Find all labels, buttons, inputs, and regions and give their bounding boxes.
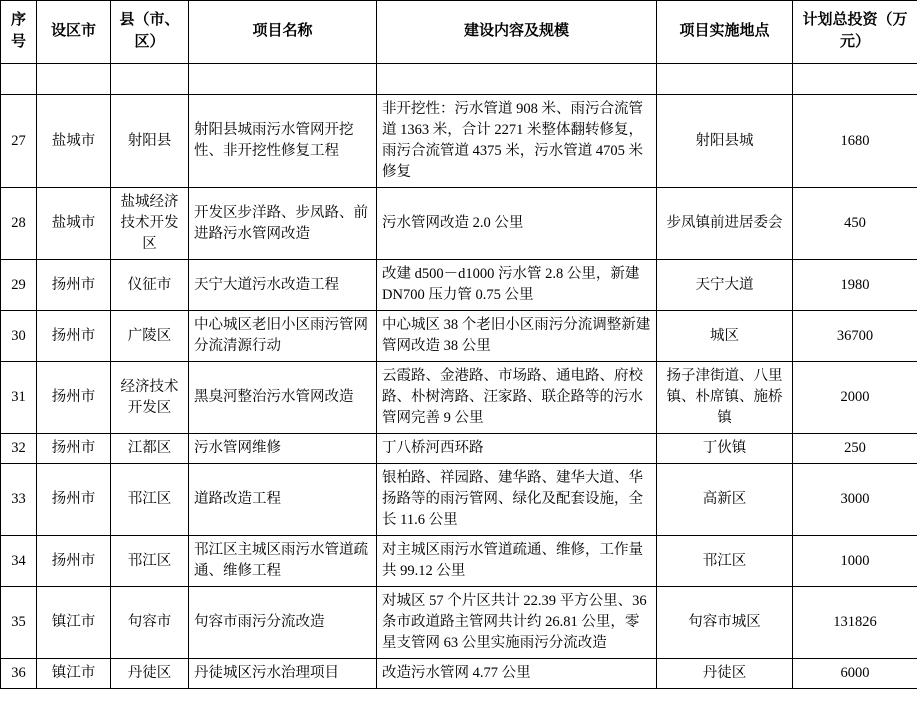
cell-content: 云霞路、金港路、市场路、通电路、府校路、朴树湾路、汪家路、联企路等的污水管网完善 9 公里 bbox=[377, 362, 657, 434]
cell-content: 对城区 57 个片区共计 22.39 平方公里、36 条市政道路主管网共计约 26.81 公里，零星支管网 63 公里实施雨污分流改造 bbox=[377, 587, 657, 659]
cell-city: 扬州市 bbox=[37, 311, 111, 362]
cell-investment: 450 bbox=[793, 188, 917, 260]
column-header-seq: 序号 bbox=[1, 1, 37, 64]
cell-project-name: 邗江区主城区雨污水管道疏通、维修工程 bbox=[189, 536, 377, 587]
spacer-cell-seq bbox=[1, 64, 37, 95]
cell-project-name: 射阳县城雨污水管网开挖性、非开挖性修复工程 bbox=[189, 95, 377, 188]
cell-content: 银柏路、祥园路、建华路、建华大道、华扬路等的雨污管网、绿化及配套设施，全长 11.6 公里 bbox=[377, 464, 657, 536]
table-row-spacer bbox=[1, 64, 917, 95]
cell-investment: 2000 bbox=[793, 362, 917, 434]
spacer-cell-name bbox=[189, 64, 377, 95]
cell-seq: 28 bbox=[1, 188, 37, 260]
cell-county: 句容市 bbox=[111, 587, 189, 659]
cell-investment: 3000 bbox=[793, 464, 917, 536]
table-row bbox=[1, 188, 917, 260]
table-row bbox=[1, 362, 917, 434]
cell-city: 扬州市 bbox=[37, 362, 111, 434]
cell-project-name: 开发区步洋路、步凤路、前进路污水管网改造 bbox=[189, 188, 377, 260]
cell-county: 仪征市 bbox=[111, 260, 189, 311]
cell-county: 邗江区 bbox=[111, 464, 189, 536]
cell-content: 改建 d500－d1000 污水管 2.8 公里，新建 DN700 压力管 0.75 公里 bbox=[377, 260, 657, 311]
spacer-cell-place bbox=[657, 64, 793, 95]
cell-city: 扬州市 bbox=[37, 434, 111, 464]
cell-city: 盐城市 bbox=[37, 188, 111, 260]
cell-seq: 35 bbox=[1, 587, 37, 659]
cell-content: 丁八桥河西环路 bbox=[377, 434, 657, 464]
column-header-city: 设区市 bbox=[37, 1, 111, 64]
cell-county: 江都区 bbox=[111, 434, 189, 464]
table-row bbox=[1, 659, 917, 689]
cell-location: 城区 bbox=[657, 311, 793, 362]
table-header bbox=[1, 1, 917, 64]
cell-project-name: 句容市雨污分流改造 bbox=[189, 587, 377, 659]
cell-location: 步凤镇前进居委会 bbox=[657, 188, 793, 260]
cell-county: 经济技术开发区 bbox=[111, 362, 189, 434]
spacer-cell-city bbox=[37, 64, 111, 95]
table-row bbox=[1, 434, 917, 464]
cell-location: 邗江区 bbox=[657, 536, 793, 587]
cell-investment: 1000 bbox=[793, 536, 917, 587]
cell-project-name: 丹徒城区污水治理项目 bbox=[189, 659, 377, 689]
cell-city: 扬州市 bbox=[37, 464, 111, 536]
cell-content: 非开挖性：污水管道 908 米、雨污合流管道 1363 米，合计 2271 米整体翻转修复，雨污合流管道 4375 米，污水管道 4705 米修复 bbox=[377, 95, 657, 188]
cell-county: 丹徒区 bbox=[111, 659, 189, 689]
column-header-total-investment: 计划总投资（万元） bbox=[793, 1, 917, 64]
cell-seq: 31 bbox=[1, 362, 37, 434]
spacer-cell-content bbox=[377, 64, 657, 95]
cell-project-name: 道路改造工程 bbox=[189, 464, 377, 536]
cell-location: 高新区 bbox=[657, 464, 793, 536]
table-row bbox=[1, 587, 917, 659]
table-row bbox=[1, 536, 917, 587]
cell-project-name: 天宁大道污水改造工程 bbox=[189, 260, 377, 311]
column-header-content-scale: 建设内容及规模 bbox=[377, 1, 657, 64]
cell-content: 污水管网改造 2.0 公里 bbox=[377, 188, 657, 260]
column-header-county: 县（市、区） bbox=[111, 1, 189, 64]
cell-seq: 36 bbox=[1, 659, 37, 689]
cell-investment: 1980 bbox=[793, 260, 917, 311]
cell-location: 扬子津街道、八里镇、朴席镇、施桥镇 bbox=[657, 362, 793, 434]
cell-location: 丹徒区 bbox=[657, 659, 793, 689]
cell-project-name: 污水管网维修 bbox=[189, 434, 377, 464]
cell-content: 改造污水管网 4.77 公里 bbox=[377, 659, 657, 689]
cell-project-name: 中心城区老旧小区雨污管网分流清源行动 bbox=[189, 311, 377, 362]
cell-city: 扬州市 bbox=[37, 260, 111, 311]
cell-city: 盐城市 bbox=[37, 95, 111, 188]
spacer-cell-county bbox=[111, 64, 189, 95]
cell-project-name: 黑臭河整治污水管网改造 bbox=[189, 362, 377, 434]
cell-investment: 1680 bbox=[793, 95, 917, 188]
cell-content: 中心城区 38 个老旧小区雨污分流调整新建管网改造 38 公里 bbox=[377, 311, 657, 362]
cell-location: 天宁大道 bbox=[657, 260, 793, 311]
cell-seq: 33 bbox=[1, 464, 37, 536]
cell-county: 邗江区 bbox=[111, 536, 189, 587]
cell-city: 扬州市 bbox=[37, 536, 111, 587]
cell-location: 句容市城区 bbox=[657, 587, 793, 659]
cell-investment: 6000 bbox=[793, 659, 917, 689]
spacer-cell-invest bbox=[793, 64, 917, 95]
cell-seq: 29 bbox=[1, 260, 37, 311]
cell-county: 广陵区 bbox=[111, 311, 189, 362]
cell-seq: 30 bbox=[1, 311, 37, 362]
table-row bbox=[1, 311, 917, 362]
cell-city: 镇江市 bbox=[37, 587, 111, 659]
cell-seq: 27 bbox=[1, 95, 37, 188]
cell-county: 射阳县 bbox=[111, 95, 189, 188]
cell-investment: 250 bbox=[793, 434, 917, 464]
table-row bbox=[1, 260, 917, 311]
header-row bbox=[1, 1, 917, 64]
cell-city: 镇江市 bbox=[37, 659, 111, 689]
column-header-project-name: 项目名称 bbox=[189, 1, 377, 64]
cell-county: 盐城经济技术开发区 bbox=[111, 188, 189, 260]
table-row bbox=[1, 95, 917, 188]
cell-investment: 36700 bbox=[793, 311, 917, 362]
table-body bbox=[1, 64, 917, 689]
cell-seq: 32 bbox=[1, 434, 37, 464]
cell-content: 对主城区雨污水管道疏通、维修，工作量共 99.12 公里 bbox=[377, 536, 657, 587]
cell-seq: 34 bbox=[1, 536, 37, 587]
cell-investment: 131826 bbox=[793, 587, 917, 659]
cell-location: 丁伙镇 bbox=[657, 434, 793, 464]
column-header-location: 项目实施地点 bbox=[657, 1, 793, 64]
table-row bbox=[1, 464, 917, 536]
cell-location: 射阳县城 bbox=[657, 95, 793, 188]
